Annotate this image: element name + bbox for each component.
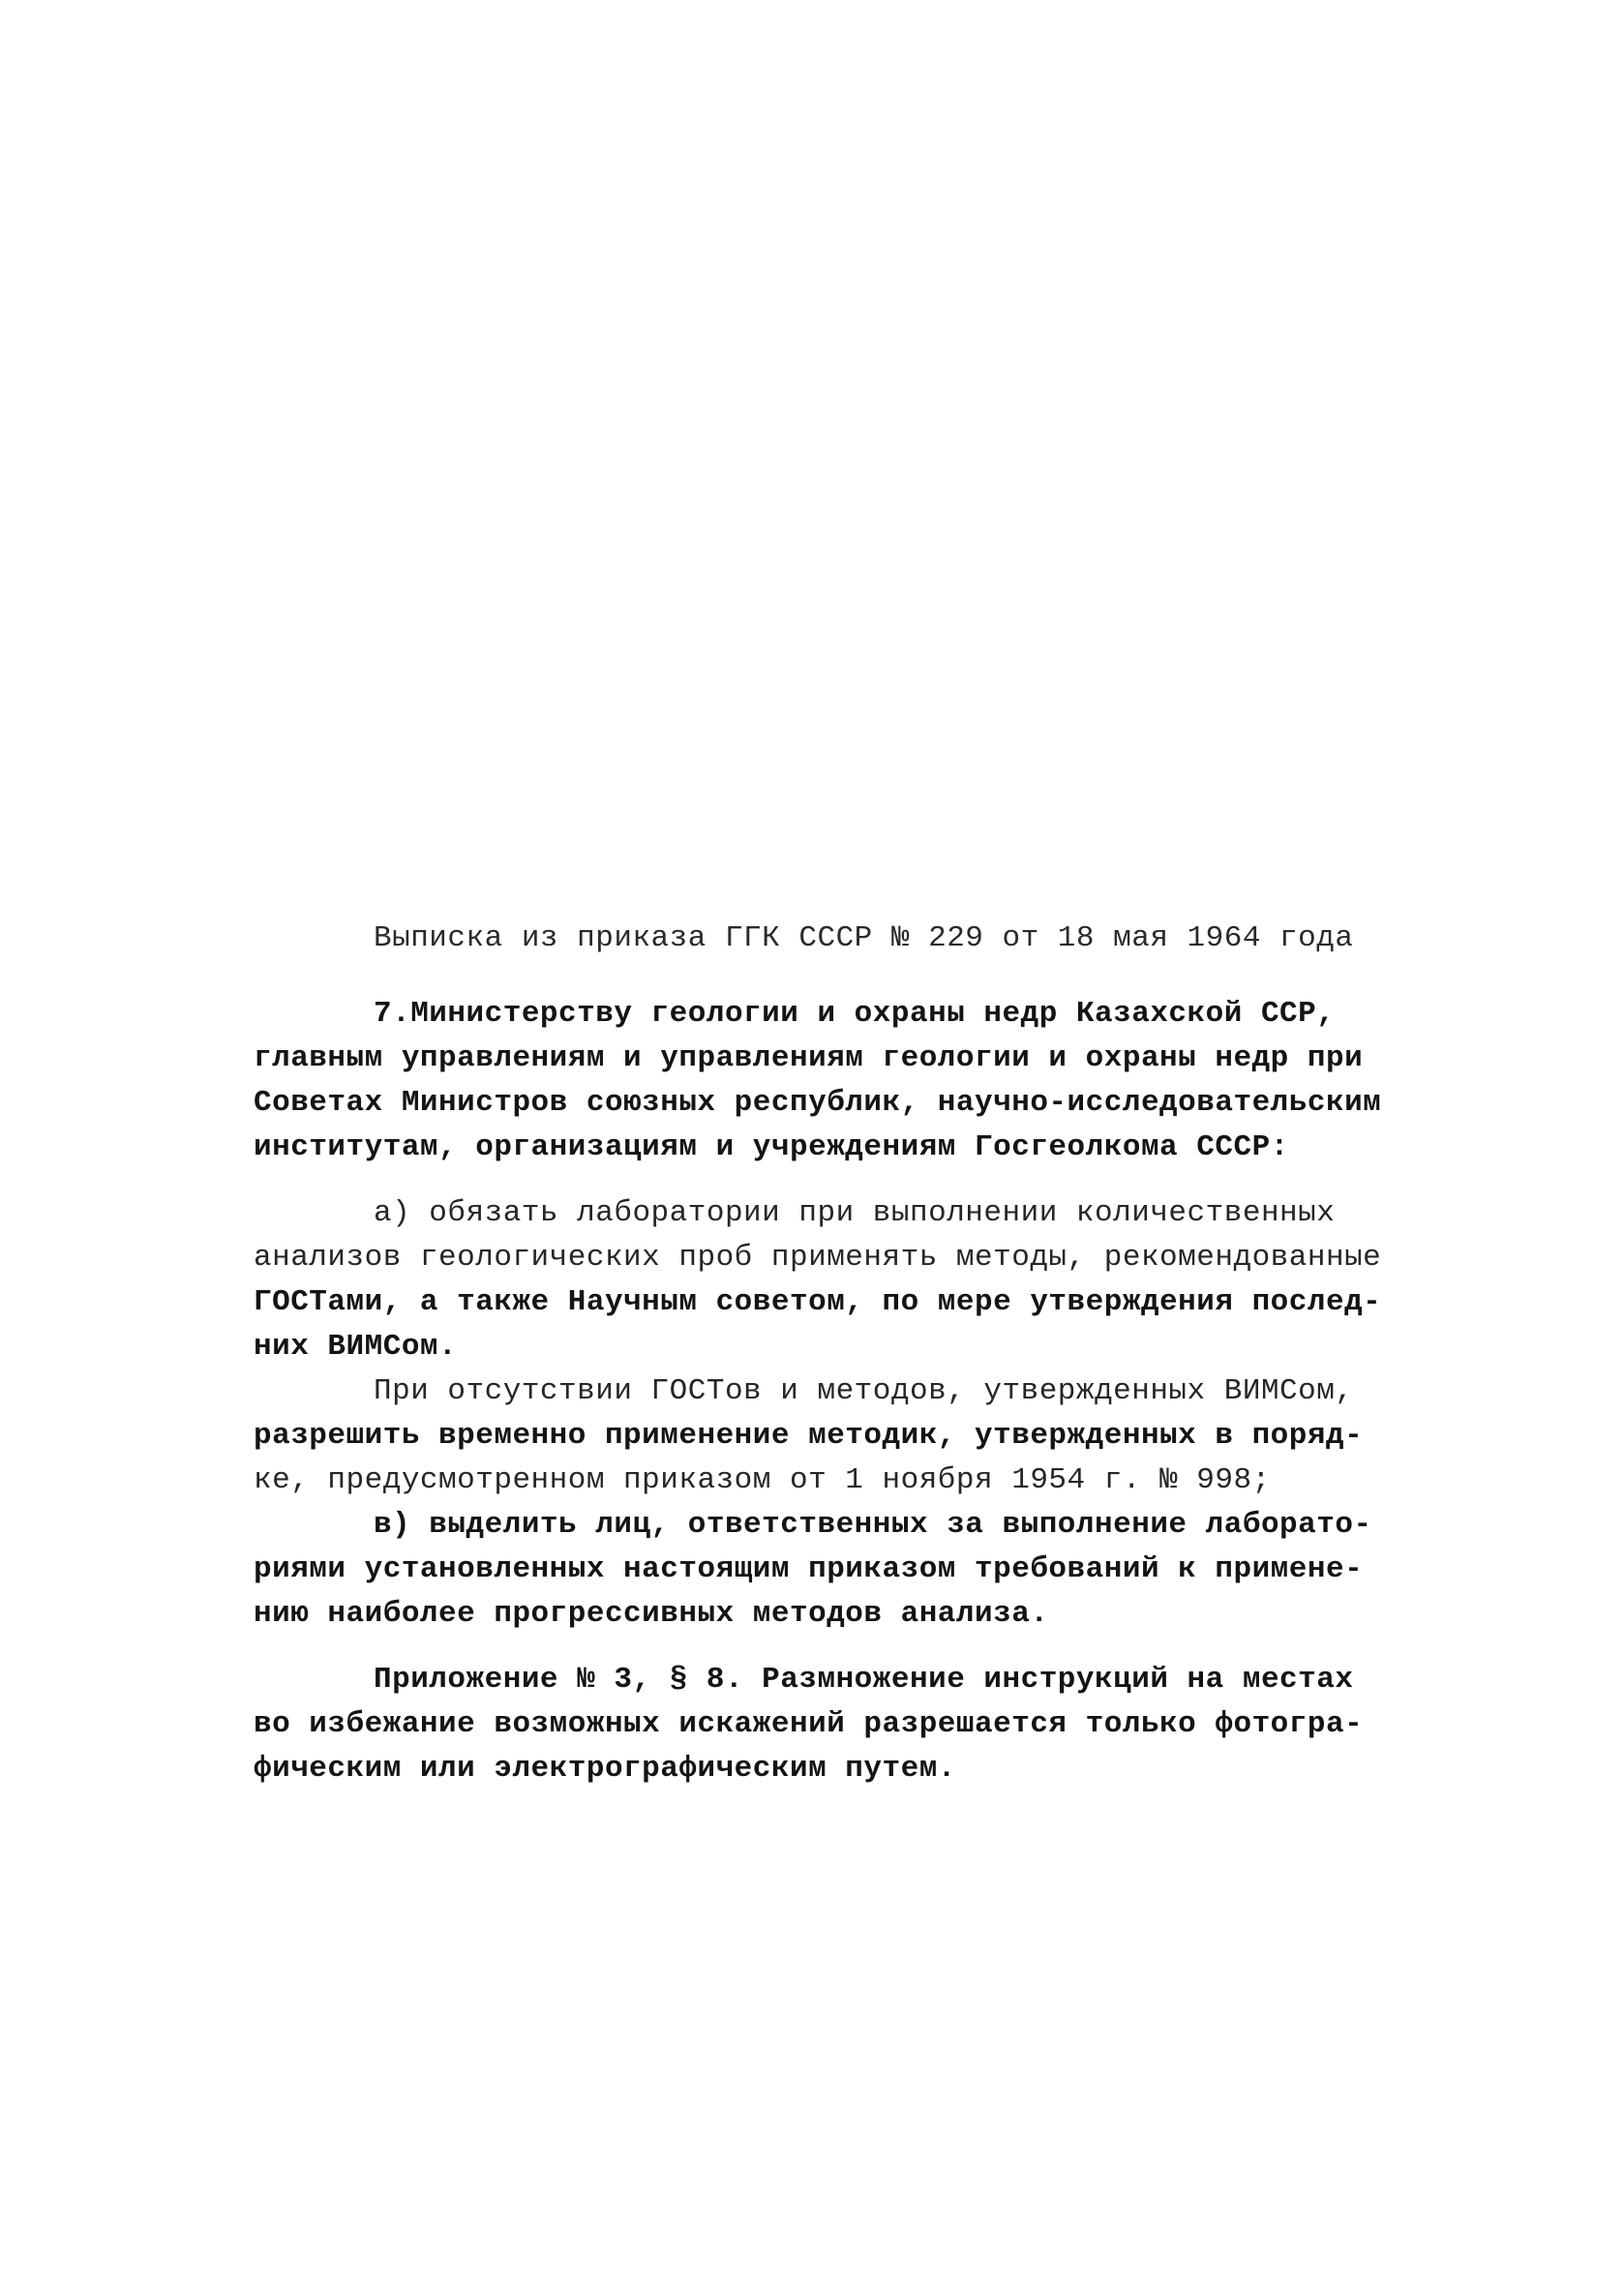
paragraph-1-line-4: институтам, организациям и учреждениям Госгеолкома СССР: [254,1130,1289,1164]
paragraph-2-line-1: а) обязать лаборатории при выполнении количественных [374,1196,1336,1230]
paragraph-1-line-2: главным управлениям и управлениям геологии и охраны недр при [254,1041,1364,1075]
document-title: Выписка из приказа ГГК СССР № 229 от 18 мая 1964 года [374,921,1354,955]
paragraph-2 [254,1191,1396,1369]
paragraph-3-line-1: При отсутствии ГОСТов и методов, утвержденных ВИМСом, [374,1374,1354,1408]
paragraph-gap-2 [254,1637,1396,1658]
paragraph-1-line-1: 7.Министерству геологии и охраны недр Казахской ССР, [374,997,1336,1031]
document-body [254,992,1396,1791]
paragraph-2-line-2: анализов геологических проб применять методы, рекомендованные [254,1241,1382,1275]
paragraph-3-line-3: ке, предусмотренном приказом от 1 ноября 1954 г. № 998; [254,1463,1271,1497]
paragraph-1-line-3: Советах Министров союзных республик, научно-исследовательским [254,1086,1382,1120]
paragraph-2-line-3: ГОСТами, а также Научным советом, по мере утверждения послед- [254,1285,1382,1319]
paragraph-2-line-4: них ВИМСом. [254,1330,458,1364]
paragraph-1 [254,992,1396,1170]
paragraph-5-line-2: во избежание возможных искажений разрешается только фотогра- [254,1707,1364,1741]
paragraph-gap [254,1170,1396,1191]
paragraph-3 [254,1369,1396,1503]
paragraph-3-line-2: разрешить временно применение методик, утвержденных в поряд- [254,1419,1364,1453]
paragraph-4 [254,1503,1396,1637]
paragraph-4-line-2: риями установленных настоящим приказом требований к примене- [254,1552,1364,1586]
paragraph-4-line-1: в) выделить лиц, ответственных за выполнение лаборато- [374,1508,1372,1542]
paragraph-5-line-1: Приложение № 3, § 8. Размножение инструкций на местах [374,1663,1354,1697]
paragraph-4-line-3: нию наиболее прогрессивных методов анализа. [254,1597,1049,1631]
paragraph-5-line-3: фическим или электрографическим путем. [254,1752,956,1786]
paragraph-5 [254,1658,1396,1791]
